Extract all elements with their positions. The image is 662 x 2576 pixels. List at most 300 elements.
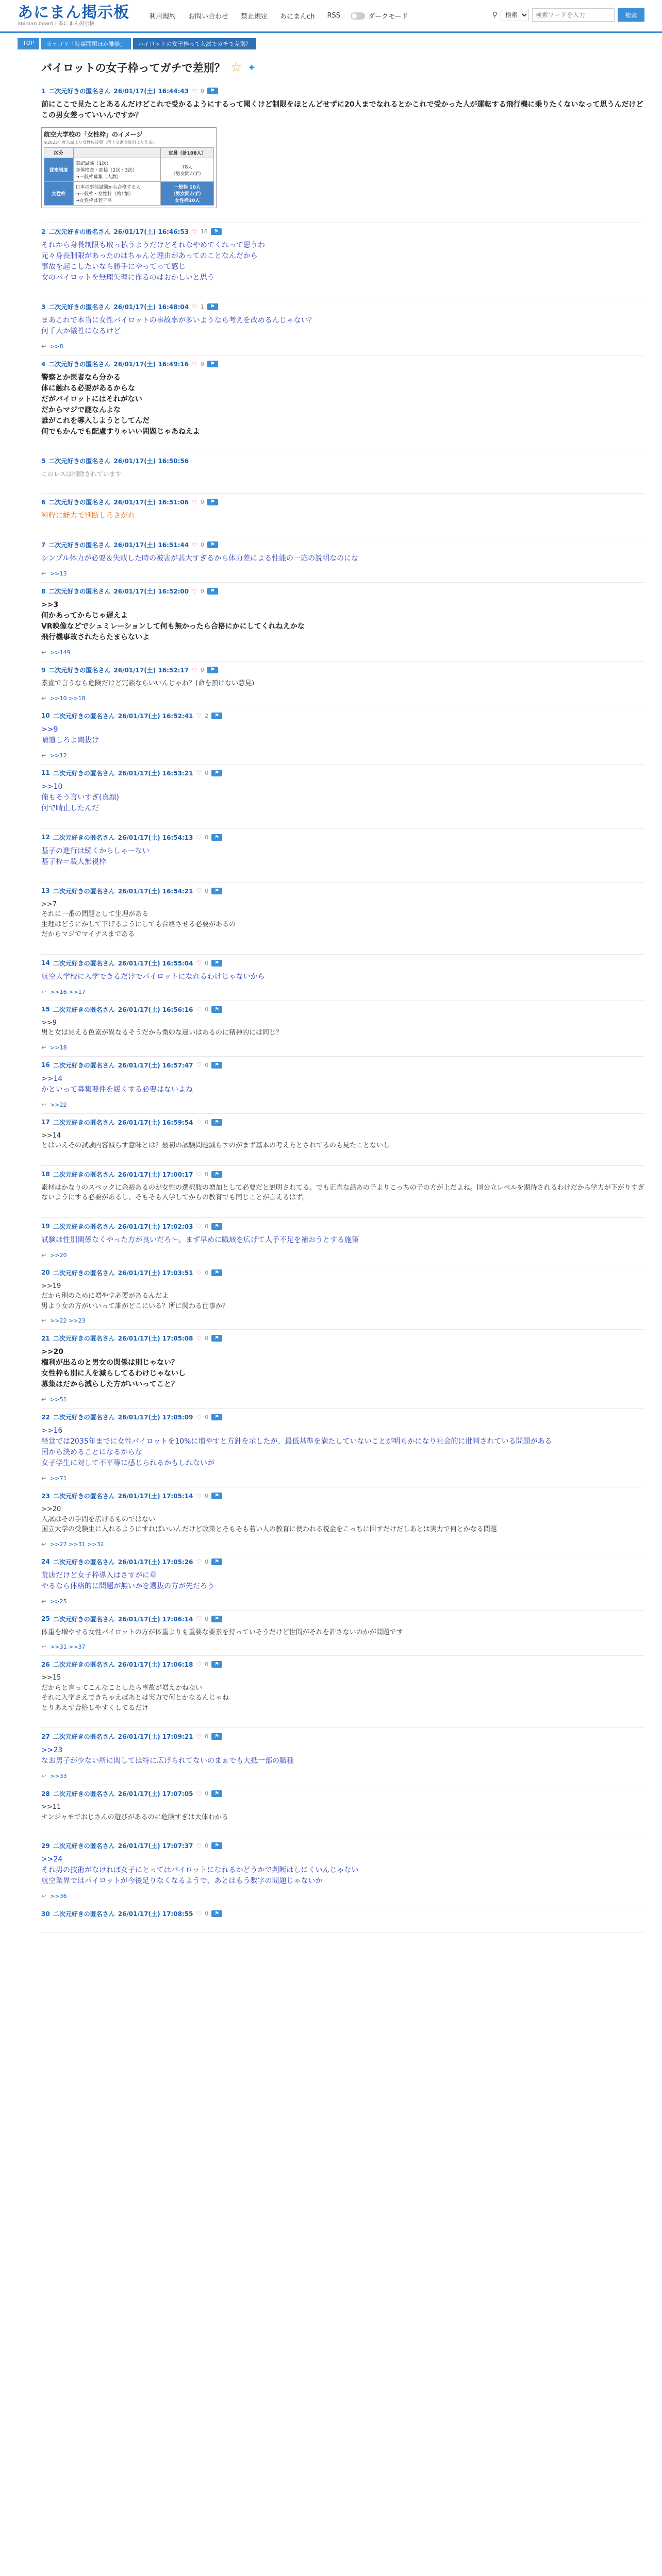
post-item [41, 1166, 644, 1218]
report-button[interactable]: ⚑ [207, 499, 218, 505]
reply-anchor[interactable]: >>33 [50, 1773, 67, 1780]
post-body: それから身長制限も取っ払うようだけどそれなやめてくれって思うわ 元々身長制限があったのはちゃんと理由があってのことなんだから 事故を起こしたいなら勝手にやってって感じ 女のパイロットを無理矢理に作るのはおかしいと思う [41, 241, 265, 282]
report-button[interactable]: ⚑ [211, 1558, 222, 1565]
reply-anchor[interactable]: >>51 [50, 1396, 67, 1403]
post-number[interactable]: 27 [41, 1733, 50, 1740]
report-button[interactable]: ⚑ [211, 1493, 222, 1499]
like-count: 0 [205, 1269, 209, 1276]
reply-anchor[interactable]: >>149 [50, 649, 71, 656]
poster-name: 二次元好きの匿名さん [48, 499, 111, 506]
poster-name: 二次元好きの匿名さん [53, 1335, 115, 1342]
reply-links [41, 1317, 644, 1324]
post-item [41, 955, 644, 1001]
reply-icon: ↩ [41, 1251, 46, 1259]
like-count: 0 [205, 1558, 209, 1565]
post-date: 26/01/17(土) 17:06:14 [118, 1615, 193, 1623]
post-body: >>9 男と女は見える色素が異なるそうだから微妙な違いはあるのに精神的には同じ？ [41, 1019, 283, 1037]
heart-icon[interactable]: ♡ [192, 228, 197, 235]
poster-name: 二次元好きの匿名さん [48, 228, 111, 235]
post-spacer [41, 208, 644, 217]
reply-links [41, 1044, 644, 1051]
like-count: 0 [205, 1223, 209, 1230]
heart-icon[interactable]: ♡ [196, 1413, 202, 1421]
post-date: 26/01/17(土) 16:59:54 [118, 1118, 193, 1126]
post-header [41, 1222, 644, 1231]
logo-subtitle: animan board | あにまん掲示板 [18, 21, 95, 27]
heart-icon[interactable]: ♡ [196, 1615, 202, 1622]
favorite-star-icon[interactable]: ☆ [230, 60, 242, 75]
post-number[interactable]: 26 [41, 1660, 50, 1668]
heart-icon[interactable]: ♡ [196, 1842, 202, 1850]
report-button[interactable]: ⚑ [207, 588, 218, 595]
reply-anchor[interactable]: >>12 [50, 752, 67, 759]
breadcrumb-current: パイロットの女子枠って入試でガチで差別？ [133, 38, 257, 49]
post-date: 26/01/17(土) 16:52:41 [118, 712, 193, 720]
report-button[interactable]: ⚑ [211, 1335, 222, 1342]
post-number[interactable]: 24 [41, 1558, 50, 1565]
post-date: 26/01/17(土) 17:08:55 [118, 1910, 193, 1918]
report-button[interactable]: ⚑ [211, 770, 222, 776]
post-number[interactable]: 25 [41, 1615, 50, 1622]
nav-animanch[interactable]: あにまんch [280, 13, 315, 21]
post-number[interactable]: 6 [41, 498, 46, 506]
reply-links [41, 1643, 644, 1650]
reply-icon: ↩ [41, 1317, 46, 1324]
post-date: 26/01/17(土) 16:54:21 [118, 887, 193, 895]
post-header [41, 959, 644, 968]
reply-icon: ↩ [41, 570, 46, 577]
reply-icon: ↩ [41, 1101, 46, 1108]
like-count: 0 [205, 834, 209, 841]
post-date: 26/01/17(土) 17:03:51 [118, 1269, 193, 1277]
reply-anchor[interactable]: >>20 [50, 1251, 67, 1259]
post-item [41, 1785, 644, 1837]
reply-anchor[interactable]: >>27 >>31 >>32 [50, 1540, 104, 1548]
report-button[interactable]: ⚑ [211, 1171, 222, 1178]
nav-rss[interactable]: RSS [327, 12, 340, 20]
poster-name: 二次元好きの匿名さん [53, 1006, 115, 1013]
post-number[interactable]: 14 [41, 959, 50, 967]
heart-icon[interactable]: ♡ [196, 1061, 202, 1069]
post-item [41, 662, 644, 707]
heart-icon[interactable]: ♡ [196, 1006, 202, 1013]
report-button[interactable]: ⚑ [211, 1119, 222, 1126]
report-button[interactable]: ⚑ [211, 1842, 222, 1849]
like-count: 0 [205, 1842, 209, 1849]
post-number[interactable]: 15 [41, 1006, 50, 1013]
post-item [41, 1114, 644, 1166]
post-body: >>10 俺もそう言いすぎ(真顔) 何で晴止したんだ [41, 782, 119, 812]
nav-terms[interactable]: 利用規約 [149, 13, 176, 21]
post-body: >>14 かといって募集要件を緩くする必要はないよね [41, 1074, 193, 1094]
post-number[interactable]: 28 [41, 1790, 50, 1798]
post-header [41, 887, 644, 895]
post-number[interactable]: 8 [41, 587, 46, 595]
post-date: 26/01/17(土) 16:48:04 [113, 303, 189, 311]
post-header [41, 1061, 644, 1070]
reply-anchor[interactable]: >>16 >>17 [50, 988, 86, 995]
post-header [41, 1492, 644, 1500]
post-header [41, 540, 644, 549]
like-count: 0 [205, 1061, 209, 1069]
post-spacer [41, 1151, 644, 1160]
post-spacer [41, 814, 644, 823]
attached-image[interactable] [41, 127, 217, 208]
post-header [41, 498, 644, 506]
reply-icon: ↩ [41, 343, 46, 350]
dark-mode-label: ダークモード [368, 13, 408, 21]
reply-icon: ↩ [41, 1893, 46, 1900]
like-count: 0 [200, 541, 204, 548]
post-item [41, 1001, 644, 1057]
heart-icon[interactable]: ♡ [196, 1118, 202, 1126]
poster-name: 二次元好きの匿名さん [53, 1558, 115, 1566]
post-header [41, 1615, 644, 1623]
heart-icon[interactable]: ♡ [192, 541, 197, 549]
post-header [41, 1909, 644, 1918]
reply-links [41, 1252, 644, 1259]
post-body: 純粋に能力で判断しろさがれ [41, 512, 135, 520]
heart-icon[interactable]: ♡ [196, 959, 202, 967]
post-header [41, 1118, 644, 1127]
reply-icon: ↩ [41, 988, 46, 995]
reply-anchor[interactable]: >>18 [50, 1044, 67, 1051]
post-spacer [41, 1822, 644, 1832]
report-button[interactable]: ⚑ [211, 1006, 222, 1013]
reply-anchor[interactable]: >>31 >>37 [50, 1643, 86, 1650]
reply-anchor[interactable]: >>25 [50, 1598, 67, 1605]
post-body: >>16 経営では2035年までに女性パイロットを10%に増やすと方針を示したが、最低基準を満たしていないことが明らかになり社会的に批判されている問題がある 国から決めることになるからな 女子学生に対して不平等に感じられるかもしれないが [41, 1427, 552, 1467]
post-number[interactable]: 4 [41, 360, 46, 368]
post-body: 素材はかなりのスペックに余裕あるのが女性の選択肢の増加として必要だと説明されてる。でも正直な話あの子よりこっちの子の方が上だよね。国公立レベルを期待されるわけだから学力が下がりすぎないようにする必要があるし、そもそも入学してからの教育でも同じことが言えるはず。 [41, 1183, 644, 1201]
toggle-switch-icon[interactable] [351, 12, 365, 20]
post-header [41, 227, 644, 236]
report-button[interactable]: ⚑ [207, 541, 218, 548]
table-header [73, 148, 161, 158]
post-header [41, 87, 644, 95]
post-number[interactable]: 18 [41, 1171, 50, 1178]
nav-rules[interactable]: 禁止規定 [241, 13, 268, 21]
like-count: 0 [205, 1910, 209, 1917]
report-button[interactable]: ⚑ [207, 88, 218, 94]
reply-icon: ↩ [41, 1396, 46, 1403]
report-button[interactable]: ⚑ [211, 1661, 222, 1668]
post-number[interactable]: 21 [41, 1334, 50, 1342]
post-number[interactable]: 29 [41, 1842, 50, 1850]
poster-name: 二次元好きの匿名さん [48, 88, 111, 95]
reply-icon: ↩ [41, 1643, 46, 1650]
reply-icon: ↩ [41, 694, 46, 702]
reply-anchor[interactable]: >>10 >>18 [50, 694, 86, 702]
post-item [41, 82, 644, 223]
heart-icon[interactable]: ♡ [196, 1558, 202, 1565]
post-body: このレスは削除されています [41, 470, 122, 478]
poster-name: 二次元好きの匿名さん [53, 1733, 115, 1740]
post-item [41, 1409, 644, 1487]
thread-title-row [41, 60, 644, 75]
image-subtitle: ※2023年度入試より女性枠設置（国土交通省資料より作成） [44, 140, 157, 145]
twitter-share-icon[interactable]: ✦ [247, 61, 256, 74]
post-header [41, 1005, 644, 1014]
like-count: 0 [205, 1414, 209, 1420]
reply-icon: ↩ [41, 1475, 46, 1482]
post-body: >>23 なお男子が少ない所に関しては特に広げられてないのまぁでも大抵一部の職種 [41, 1746, 294, 1765]
reply-anchor[interactable]: >>36 [50, 1893, 67, 1900]
reply-links [41, 752, 644, 759]
post-spacer [41, 437, 644, 447]
post-date: 26/01/17(土) 17:05:09 [118, 1414, 193, 1421]
post-number[interactable]: 3 [41, 303, 46, 311]
site-header [0, 0, 662, 33]
post-number[interactable]: 1 [41, 87, 46, 95]
heart-icon[interactable]: ♡ [196, 1223, 202, 1230]
search-input[interactable] [532, 8, 615, 22]
heart-icon[interactable]: ♡ [196, 1790, 202, 1798]
post-list [41, 82, 644, 1933]
post-date: 26/01/17(土) 17:02:03 [118, 1223, 193, 1230]
report-button[interactable]: ⚑ [211, 713, 222, 719]
post-number[interactable]: 5 [41, 457, 46, 465]
post-header [41, 1268, 644, 1277]
like-count: 0 [200, 88, 204, 94]
report-button[interactable]: ⚑ [211, 1414, 222, 1420]
like-count: 0 [205, 1171, 209, 1178]
poster-name: 二次元好きの匿名さん [53, 959, 115, 967]
post-item [41, 707, 644, 765]
post-item [41, 223, 644, 298]
heart-icon[interactable]: ♡ [196, 1171, 202, 1178]
report-button[interactable]: ⚑ [207, 361, 218, 367]
like-count: 0 [200, 499, 204, 505]
post-item [41, 583, 644, 662]
poster-name: 二次元好きの匿名さん [48, 588, 111, 595]
reply-links [41, 1475, 644, 1482]
post-date: 26/01/17(土) 17:07:05 [118, 1790, 193, 1798]
nav-contact[interactable]: お問い合わせ [188, 13, 229, 21]
post-date: 26/01/17(土) 16:51:06 [113, 499, 189, 506]
post-body: >>20 権利が出るのと男女の関係は別じゃない？ 女性枠も別に人を減らしてるわけじゃないし 募集はだから減らした方がいいってこと？ [41, 1348, 186, 1388]
heart-icon[interactable]: ♡ [192, 666, 197, 674]
poster-name: 二次元好きの匿名さん [48, 457, 111, 465]
reply-anchor[interactable]: >>8 [50, 343, 63, 350]
poster-name: 二次元好きの匿名さん [53, 1061, 115, 1069]
like-count: 0 [205, 1335, 209, 1342]
reply-icon: ↩ [41, 1598, 46, 1605]
heart-icon[interactable]: ♡ [192, 87, 197, 95]
reply-links [41, 649, 644, 656]
post-number[interactable]: 9 [41, 666, 46, 674]
post-body: 体重を増やせる女性パイロットの方が体重よりも重要な要素を持っていそうだけど世間がそれを許さないのかが問題です [41, 1628, 403, 1636]
post-body: 前にここで見たことあるんだけどこれで受かるようにするって聞くけど制限をほとんどせずに20人までなれるとかこれで受かった人が運転する飛行機に乗りたくないなって思うんだけどこの男女差っていいんですか？ [41, 100, 643, 120]
post-item [41, 765, 644, 829]
post-date: 26/01/17(土) 17:05:14 [118, 1493, 193, 1500]
post-body: >>15 だからと言ってこんなことしたら事故が増えかねない それに入学さえできちゃえばあとは実力で何とかなるんじゃね とりあえず合格しやすくしてるだけ [41, 1674, 229, 1712]
reply-links [41, 1101, 644, 1108]
like-count: 0 [205, 887, 209, 894]
post-number[interactable]: 30 [41, 1910, 50, 1918]
post-body: 基子の進行は続くからしゃーない 基子枠＝殺人無視枠 [41, 846, 150, 866]
post-number[interactable]: 16 [41, 1061, 50, 1069]
post-number[interactable]: 10 [41, 712, 50, 719]
dark-mode-toggle[interactable] [351, 11, 408, 21]
post-body: >>20 入試はその手間を広げるものではない 国立大学の受験生に入れるようにすればいいんだけど政策とそもそも若い人の教育に使われる税金をこっちに回すだけだしあとは実力で何とかなる問題 [41, 1505, 497, 1533]
search-button[interactable]: 検索 [618, 8, 644, 22]
post-number[interactable]: 11 [41, 769, 50, 776]
post-item [41, 829, 644, 883]
post-number[interactable]: 7 [41, 541, 46, 549]
like-count: 18 [200, 228, 208, 235]
reply-anchor[interactable]: >>22 >>23 [50, 1317, 86, 1324]
post-header [41, 1732, 644, 1741]
heart-icon[interactable]: ♡ [196, 1269, 202, 1276]
post-body: まあこれで本当に女性パイロットの事故率が多いようなら考えを改めるんじゃない？ 何千人か犠牲になるけど [41, 316, 316, 335]
logo[interactable] [18, 5, 129, 27]
reply-anchor[interactable]: >>71 [50, 1475, 67, 1482]
table-header: 定員（計108人） [161, 148, 214, 158]
heart-icon[interactable]: ♡ [196, 712, 202, 719]
post-number[interactable]: 13 [41, 887, 50, 894]
heart-icon[interactable]: ♡ [196, 834, 202, 841]
post-item [41, 536, 644, 583]
post-date: 26/01/17(土) 17:00:17 [118, 1171, 193, 1178]
post-body: >>14 とはいえその試験内容減らす意味とは？最初の試験問題減らすのがまず基本の考え方とされてるのも見たことないし [41, 1131, 390, 1149]
page-title: パイロットの女子枠ってガチで差別？ [41, 62, 225, 74]
heart-icon[interactable]: ♡ [196, 1733, 202, 1740]
like-count: 2 [205, 712, 209, 719]
search-type-select[interactable] [501, 9, 529, 21]
like-count: 0 [205, 1790, 209, 1797]
post-body: 荒唐だけど女子枠導入はさすがに草 やるなら体格的に問題が無いかを選抜の方が先だろう [41, 1571, 214, 1590]
post-body: 試験は性別関係なくやった方が良いだろ～。まず早めに職域を広げて人手不足を補おうとする施策 [41, 1235, 359, 1244]
post-date: 26/01/17(土) 16:46:53 [113, 228, 189, 235]
post-number[interactable]: 19 [41, 1223, 50, 1230]
like-count: 0 [205, 959, 209, 967]
report-button[interactable]: ⚑ [211, 1269, 222, 1276]
post-body: 航空大学校に入学できるだけでパイロットになれるわけじゃないから [41, 972, 265, 981]
search-icon: ⚲ [492, 11, 498, 19]
report-button[interactable]: ⚑ [211, 1910, 222, 1917]
post-number[interactable]: 12 [41, 834, 50, 841]
post-date: 26/01/17(土) 17:05:08 [118, 1335, 193, 1342]
post-spacer [41, 868, 644, 877]
post-header [41, 302, 644, 311]
report-button[interactable]: ⚑ [211, 1616, 222, 1622]
post-header [41, 456, 644, 465]
reply-icon: ↩ [41, 752, 46, 759]
post-spacer [41, 283, 644, 293]
post-body: >>11 ナンジャモでおじさんの遊びがあるのに危険すぎは大体わかる [41, 1803, 228, 1821]
post-item [41, 883, 644, 955]
post-header [41, 1660, 644, 1669]
post-header [41, 360, 644, 368]
post-spacer [41, 1918, 644, 1927]
heart-icon[interactable]: ♡ [192, 360, 197, 368]
report-button[interactable]: ⚑ [211, 960, 222, 967]
image-table [44, 147, 214, 206]
like-count: 0 [200, 361, 204, 367]
heart-icon[interactable]: ♡ [196, 1910, 202, 1918]
reply-links [41, 989, 644, 995]
heart-icon[interactable]: ♡ [196, 769, 202, 776]
like-count: 0 [205, 1661, 209, 1668]
reply-icon: ↩ [41, 1540, 46, 1548]
like-count: 0 [205, 1493, 209, 1499]
report-button[interactable]: ⚑ [211, 228, 222, 235]
post-date: 26/01/17(土) 16:52:00 [113, 588, 189, 595]
heart-icon[interactable]: ♡ [192, 303, 197, 311]
report-button[interactable]: ⚑ [211, 1223, 222, 1230]
post-item [41, 1611, 644, 1656]
table-cell: 78人 （男女問わず） [161, 158, 214, 182]
post-date: 26/01/17(土) 17:06:18 [118, 1661, 193, 1668]
post-date: 26/01/17(土) 16:55:04 [118, 959, 193, 967]
poster-name: 二次元好きの匿名さん [53, 769, 115, 777]
image-title: 航空大学校の「女性枠」のイメージ [44, 131, 143, 138]
post-header [41, 1557, 644, 1566]
report-button[interactable]: ⚑ [211, 834, 222, 841]
post-date: 26/01/17(土) 16:56:16 [118, 1006, 193, 1013]
post-body: 素直で言うなら危険だけど冗談ならいいんじゃね？(命を預けない意見) [41, 680, 255, 687]
reply-anchor[interactable]: >>22 [50, 1101, 67, 1108]
reply-links [41, 1541, 644, 1548]
heart-icon[interactable]: ♡ [196, 1334, 202, 1342]
post-number[interactable]: 20 [41, 1269, 50, 1276]
poster-name: 二次元好きの匿名さん [53, 1493, 115, 1500]
report-button[interactable]: ⚑ [207, 303, 218, 310]
poster-name: 二次元好きの匿名さん [53, 712, 115, 720]
poster-name: 二次元好きの匿名さん [53, 1661, 115, 1668]
like-count: 1 [200, 303, 204, 310]
post-number[interactable]: 2 [41, 228, 46, 235]
post-body: >>3 何かあってからじゃ遅えよ VR映像などでシュミレーションして何も無かったら合格にかにしてくれねえかな 飛行機事故されたらたまらないよ [41, 601, 305, 641]
heart-icon[interactable]: ♡ [192, 587, 197, 595]
post-header [41, 711, 644, 720]
post-number[interactable]: 23 [41, 1492, 50, 1500]
post-date: 26/01/17(土) 16:52:17 [113, 667, 189, 674]
post-item [41, 1656, 644, 1728]
heart-icon[interactable]: ♡ [196, 1492, 202, 1500]
breadcrumb-top[interactable]: TOP [18, 38, 39, 49]
logo-text[interactable]: あにまん掲示板 [18, 3, 129, 22]
report-button[interactable]: ⚑ [211, 888, 222, 894]
like-count: 0 [205, 769, 209, 776]
report-button[interactable]: ⚑ [207, 667, 218, 673]
reply-anchor[interactable]: >>13 [50, 570, 67, 577]
post-item [41, 1905, 644, 1933]
post-number[interactable]: 17 [41, 1118, 50, 1126]
post-header [41, 1170, 644, 1179]
poster-name: 二次元好きの匿名さん [53, 1171, 115, 1178]
heart-icon[interactable]: ♡ [196, 1660, 202, 1668]
like-count: 0 [205, 1118, 209, 1126]
search-area [492, 8, 644, 22]
breadcrumb-category[interactable]: カテゴリ「時事問題ほか雑談」 [41, 38, 131, 49]
reply-links [41, 1893, 644, 1900]
poster-name: 二次元好きの匿名さん [53, 1910, 115, 1918]
report-button[interactable]: ⚑ [211, 1062, 222, 1069]
like-count: 0 [200, 667, 204, 673]
post-spacer [41, 1203, 644, 1212]
report-button[interactable]: ⚑ [211, 1733, 222, 1740]
heart-icon[interactable]: ♡ [192, 498, 197, 506]
heart-icon[interactable]: ♡ [196, 887, 202, 894]
breadcrumb [18, 38, 644, 49]
report-button[interactable]: ⚑ [211, 1790, 222, 1797]
post-number[interactable]: 22 [41, 1413, 50, 1421]
post-body: >>9 晴道しろよ間抜け [41, 725, 99, 744]
table-header: 区分 [44, 148, 74, 158]
reply-icon: ↩ [41, 1773, 46, 1780]
